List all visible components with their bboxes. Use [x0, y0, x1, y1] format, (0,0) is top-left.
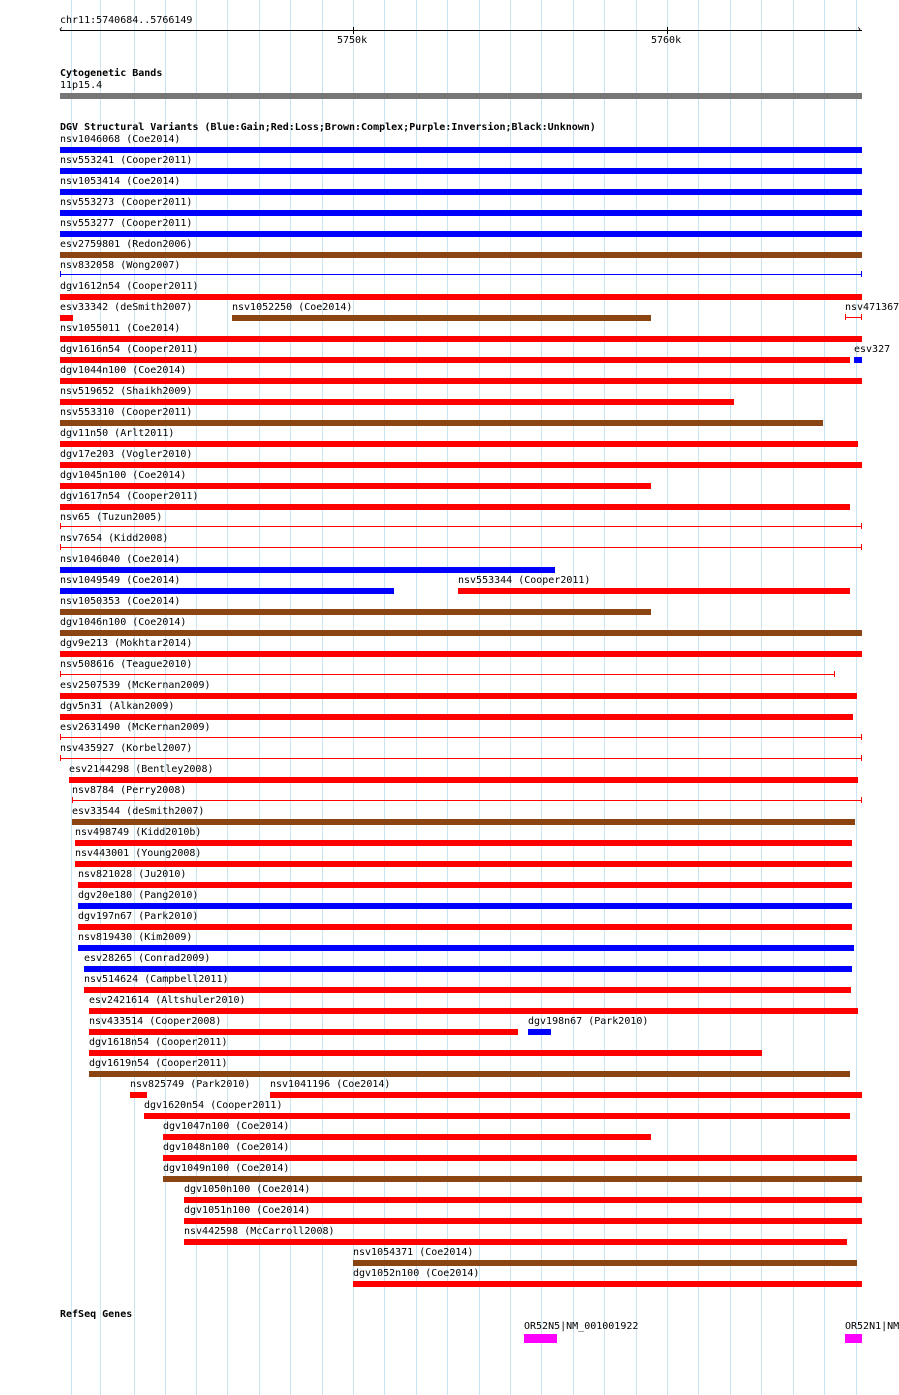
variant-label[interactable]: dgv1051n100 (Coe2014): [184, 1205, 311, 1216]
gene-feature-bar[interactable]: [524, 1334, 557, 1343]
variant-label[interactable]: esv2507539 (McKernan2009): [60, 680, 211, 691]
variant-feature-bar[interactable]: [60, 252, 862, 258]
variant-label[interactable]: nsv508616 (Teague2010): [60, 659, 193, 670]
ruler-tick: [667, 27, 668, 34]
variant-end-tick: [60, 671, 61, 677]
variant-feature-bar[interactable]: [854, 357, 862, 363]
variant-label[interactable]: dgv198n67 (Park2010): [528, 1016, 649, 1027]
variant-feature-bar[interactable]: [75, 840, 852, 846]
variant-feature-bar[interactable]: [89, 1008, 858, 1014]
variant-label[interactable]: dgv9e213 (Mokhtar2014): [60, 638, 193, 649]
variant-feature-bar[interactable]: [60, 189, 862, 195]
variant-feature-bar[interactable]: [130, 1092, 147, 1098]
variant-label[interactable]: dgv1048n100 (Coe2014): [163, 1142, 290, 1153]
variant-feature-bar[interactable]: [163, 1134, 651, 1140]
variant-label[interactable]: nsv1046040 (Coe2014): [60, 554, 181, 565]
variant-feature-bar[interactable]: [845, 317, 862, 318]
variant-label[interactable]: dgv1618n54 (Cooper2011): [89, 1037, 228, 1048]
variant-end-tick: [861, 523, 862, 529]
variant-label[interactable]: nsv514624 (Campbell2011): [84, 974, 229, 985]
variant-feature-bar[interactable]: [89, 1071, 850, 1077]
variant-label[interactable]: nsv443001 (Young2008): [75, 848, 202, 859]
variant-feature-bar[interactable]: [163, 1155, 857, 1161]
variant-label[interactable]: esv33544 (deSmith2007): [72, 806, 205, 817]
variant-label[interactable]: esv2759801 (Redon2006): [60, 239, 193, 250]
variant-label[interactable]: nsv7654 (Kidd2008): [60, 533, 169, 544]
variant-feature-bar[interactable]: [75, 861, 852, 867]
gene-label[interactable]: OR52N5|NM_001001922: [524, 1321, 639, 1332]
variant-feature-bar[interactable]: [60, 651, 862, 657]
variant-label[interactable]: nsv821028 (Ju2010): [78, 869, 187, 880]
ruler-axis: [60, 30, 862, 31]
variant-feature-bar[interactable]: [353, 1281, 862, 1287]
variant-end-tick: [861, 271, 862, 277]
variant-feature-bar[interactable]: [78, 903, 852, 909]
variant-end-tick: [861, 314, 862, 320]
cytobands-track-title[interactable]: Cytogenetic Bands: [60, 68, 163, 79]
variant-label[interactable]: dgv1616n54 (Cooper2011): [60, 344, 199, 355]
variant-feature-bar[interactable]: [458, 588, 850, 594]
variant-end-tick: [60, 544, 61, 550]
variant-label[interactable]: nsv1046068 (Coe2014): [60, 134, 181, 145]
variant-label[interactable]: nsv1041196 (Coe2014): [270, 1079, 391, 1090]
variant-end-tick: [861, 734, 862, 740]
variant-label[interactable]: esv33342 (deSmith2007): [60, 302, 193, 313]
variant-feature-bar[interactable]: [60, 630, 862, 636]
variant-label[interactable]: dgv11n50 (Arlt2011): [60, 428, 175, 439]
variant-end-tick: [834, 671, 835, 677]
variant-label[interactable]: nsv65 (Tuzun2005): [60, 512, 163, 523]
ruler-range-label: chr11:5740684..5766149: [60, 15, 193, 26]
variant-feature-bar[interactable]: [72, 800, 862, 801]
variant-label[interactable]: dgv1612n54 (Cooper2011): [60, 281, 199, 292]
variant-feature-bar[interactable]: [60, 274, 862, 275]
variant-feature-bar[interactable]: [60, 168, 862, 174]
variant-feature-bar[interactable]: [60, 567, 555, 573]
variant-label[interactable]: dgv1045n100 (Coe2014): [60, 470, 187, 481]
variant-label[interactable]: nsv435927 (Korbel2007): [60, 743, 193, 754]
ruler-tick: [353, 27, 354, 34]
variant-label[interactable]: esv2631490 (McKernan2009): [60, 722, 211, 733]
variant-label[interactable]: nsv1055011 (Coe2014): [60, 323, 181, 334]
variant-label[interactable]: nsv1053414 (Coe2014): [60, 176, 181, 187]
variant-label[interactable]: nsv553277 (Cooper2011): [60, 218, 193, 229]
variant-feature-bar[interactable]: [528, 1029, 551, 1035]
variant-feature-bar[interactable]: [60, 420, 823, 426]
variant-label[interactable]: nsv519652 (Shaikh2009): [60, 386, 193, 397]
variant-feature-bar[interactable]: [60, 483, 651, 489]
variant-feature-bar[interactable]: [89, 1050, 762, 1056]
variant-label[interactable]: nsv1052250 (Coe2014): [232, 302, 353, 313]
variant-feature-bar[interactable]: [60, 378, 862, 384]
variant-feature-bar[interactable]: [60, 547, 862, 548]
variant-label[interactable]: nsv553344 (Cooper2011): [458, 575, 591, 586]
variant-end-tick: [60, 734, 61, 740]
variant-feature-bar[interactable]: [60, 693, 857, 699]
variant-label[interactable]: dgv197n67 (Park2010): [78, 911, 199, 922]
variant-feature-bar[interactable]: [60, 336, 862, 342]
variant-feature-bar[interactable]: [60, 357, 850, 363]
variant-label[interactable]: nsv1049549 (Coe2014): [60, 575, 181, 586]
variant-end-tick: [845, 314, 846, 320]
variant-feature-bar[interactable]: [60, 294, 862, 300]
variant-feature-bar[interactable]: [60, 315, 73, 321]
ruler-left-arrow-icon: ‹: [58, 24, 65, 35]
variant-label[interactable]: esv327: [854, 344, 891, 355]
variant-label[interactable]: dgv1046n100 (Coe2014): [60, 617, 187, 628]
variant-end-tick: [60, 523, 61, 529]
variant-feature-bar[interactable]: [184, 1239, 847, 1245]
cytoband-label: 11p15.4: [60, 80, 103, 91]
variant-feature-bar[interactable]: [60, 674, 835, 675]
variant-label[interactable]: dgv1050n100 (Coe2014): [184, 1184, 311, 1195]
variant-feature-bar[interactable]: [89, 1029, 518, 1035]
variant-label[interactable]: dgv1619n54 (Cooper2011): [89, 1058, 228, 1069]
variant-label[interactable]: esv2421614 (Altshuler2010): [89, 995, 246, 1006]
variant-feature-bar[interactable]: [78, 882, 852, 888]
variant-feature-bar[interactable]: [60, 504, 850, 510]
variant-feature-bar[interactable]: [184, 1197, 862, 1203]
ruler-right-arrow-icon: ›: [856, 24, 863, 35]
ruler-tick-label: 5750k: [337, 35, 368, 46]
variant-end-tick: [60, 271, 61, 277]
dgv-track-title[interactable]: DGV Structural Variants (Blue:Gain;Red:Loss;Brown:Complex;Purple:Inversion;Black:Unknown): [60, 122, 596, 133]
variant-feature-bar[interactable]: [60, 609, 651, 615]
variant-label[interactable]: dgv1052n100 (Coe2014): [353, 1268, 480, 1279]
variant-end-tick: [72, 797, 73, 803]
variant-label[interactable]: nsv553273 (Cooper2011): [60, 197, 193, 208]
variant-end-tick: [60, 755, 61, 761]
variant-label[interactable]: dgv1617n54 (Cooper2011): [60, 491, 199, 502]
variant-feature-bar[interactable]: [270, 1092, 862, 1098]
variant-feature-bar[interactable]: [60, 462, 862, 468]
variant-feature-bar[interactable]: [78, 945, 854, 951]
variant-label[interactable]: nsv819430 (Kim2009): [78, 932, 193, 943]
variant-feature-bar[interactable]: [78, 924, 852, 930]
ruler-tick-label: 5760k: [651, 35, 682, 46]
variant-label[interactable]: nsv553310 (Cooper2011): [60, 407, 193, 418]
variant-feature-bar[interactable]: [84, 987, 851, 993]
cytoband-bar[interactable]: [60, 93, 862, 99]
variant-feature-bar[interactable]: [60, 714, 853, 720]
variant-feature-bar[interactable]: [144, 1113, 850, 1119]
variant-label[interactable]: nsv1050353 (Coe2014): [60, 596, 181, 607]
variant-label[interactable]: nsv1054371 (Coe2014): [353, 1247, 474, 1258]
variant-label[interactable]: dgv20e180 (Pang2010): [78, 890, 199, 901]
variant-feature-bar[interactable]: [69, 777, 858, 783]
variant-feature-bar[interactable]: [60, 147, 862, 153]
variant-feature-bar[interactable]: [84, 966, 852, 972]
gene-label[interactable]: OR52N1|NM: [845, 1321, 899, 1332]
variant-feature-bar[interactable]: [60, 588, 394, 594]
gene-feature-bar[interactable]: [845, 1334, 862, 1343]
variant-label[interactable]: nsv433514 (Cooper2008): [89, 1016, 222, 1027]
variant-end-tick: [861, 544, 862, 550]
variant-label[interactable]: dgv1049n100 (Coe2014): [163, 1163, 290, 1174]
variant-label[interactable]: nsv442598 (McCarroll2008): [184, 1226, 335, 1237]
variant-label[interactable]: dgv5n31 (Alkan2009): [60, 701, 175, 712]
variant-feature-bar[interactable]: [163, 1176, 862, 1182]
variant-label[interactable]: nsv832058 (Wong2007): [60, 260, 181, 271]
variant-label[interactable]: esv2144298 (Bentley2008): [69, 764, 214, 775]
refseq-track-title[interactable]: RefSeq Genes: [60, 1309, 133, 1320]
variant-end-tick: [861, 797, 862, 803]
variant-feature-bar[interactable]: [60, 737, 862, 738]
variant-feature-bar[interactable]: [60, 399, 734, 405]
variant-label[interactable]: nsv553241 (Cooper2011): [60, 155, 193, 166]
variant-feature-bar[interactable]: [232, 315, 651, 321]
variant-feature-bar[interactable]: [60, 231, 862, 237]
variant-label[interactable]: dgv1047n100 (Coe2014): [163, 1121, 290, 1132]
variant-feature-bar[interactable]: [184, 1218, 862, 1224]
variant-feature-bar[interactable]: [60, 526, 862, 527]
variant-feature-bar[interactable]: [60, 758, 862, 759]
variant-label[interactable]: nsv825749 (Park2010): [130, 1079, 251, 1090]
variant-end-tick: [861, 755, 862, 761]
variant-label[interactable]: dgv1620n54 (Cooper2011): [144, 1100, 283, 1111]
variant-label[interactable]: dgv17e203 (Vogler2010): [60, 449, 193, 460]
variant-label[interactable]: nsv8784 (Perry2008): [72, 785, 187, 796]
variant-feature-bar[interactable]: [60, 441, 858, 447]
variant-label[interactable]: nsv498749 (Kidd2010b): [75, 827, 202, 838]
variant-label[interactable]: dgv1044n100 (Coe2014): [60, 365, 187, 376]
variant-label[interactable]: esv28265 (Conrad2009): [84, 953, 211, 964]
variant-label[interactable]: nsv471367: [845, 302, 899, 313]
variant-feature-bar[interactable]: [60, 210, 862, 216]
variant-feature-bar[interactable]: [72, 819, 855, 825]
variant-feature-bar[interactable]: [353, 1260, 857, 1266]
